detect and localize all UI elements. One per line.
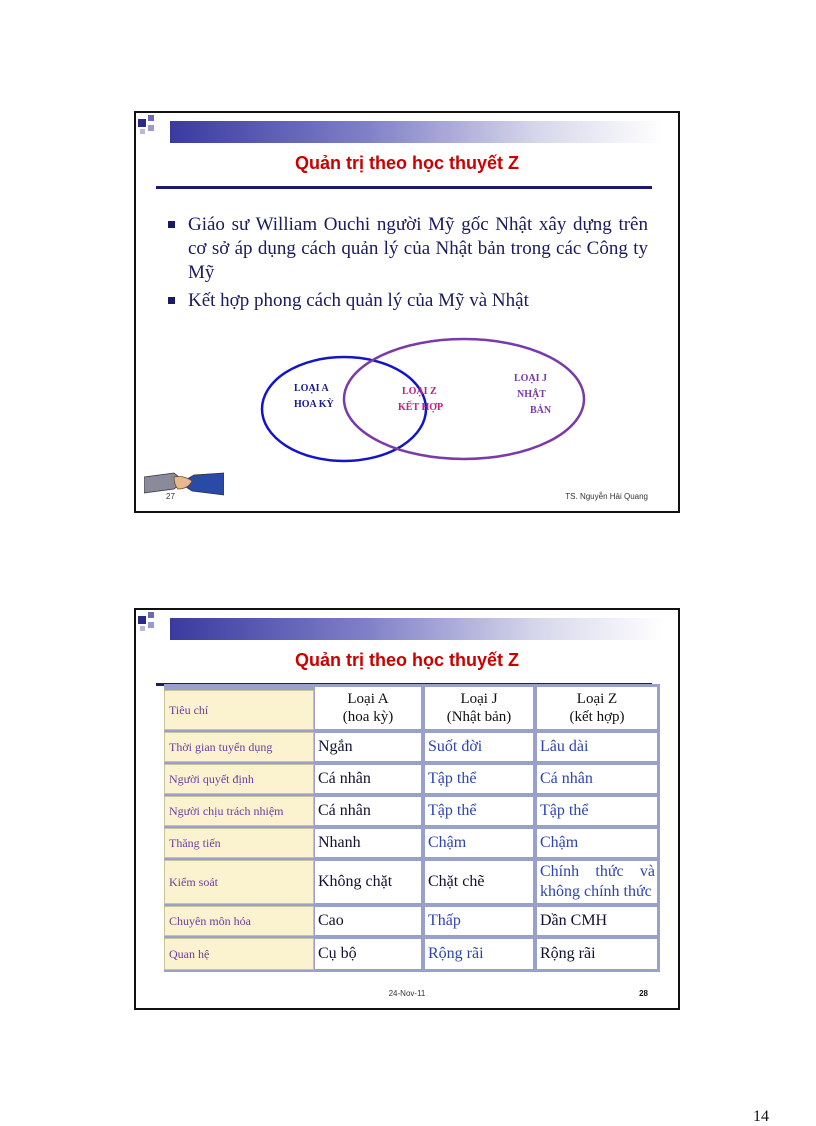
bullet-text: Kết hợp phong cách quản lý của Mỹ và Nhật	[188, 290, 529, 311]
corner-decoration	[136, 610, 156, 634]
slide-27	[134, 111, 680, 513]
title-gradient-bar	[170, 618, 664, 640]
slide-date: 24-Nov-11	[388, 989, 426, 998]
cell-type-j: Chặt chẽ	[424, 860, 534, 904]
header-type-z: Loại Z (kết hợp)	[536, 686, 658, 730]
header-criterion: Tiêu chí	[164, 690, 314, 730]
slide-title: Quản trị theo học thuyết Z	[295, 650, 519, 670]
label-a-line1: LOẠI A	[294, 383, 329, 394]
table-row-criterion: Thời gian tuyển dụng	[164, 732, 314, 762]
circle-type-j	[344, 339, 584, 459]
table-row-criterion: Quan hệ	[164, 938, 314, 970]
cell-type-z: Lâu dài	[536, 732, 658, 762]
author-footer: TS. Nguyễn Hải Quang	[565, 492, 648, 501]
slide-number: 27	[166, 492, 175, 501]
cell-type-j: Tập thể	[424, 796, 534, 826]
cell-type-z: Dần CMH	[536, 906, 658, 936]
cell-type-z: Chính thức và không chính thức	[536, 860, 658, 904]
slide-title: Quản trị theo học thuyết Z	[295, 153, 519, 173]
label-z-line1: LOẠI Z	[402, 386, 437, 397]
bullet-text: Giáo sư William Ouchi người Mỹ gốc Nhật xây dựng trên cơ sở áp dụng cách quản lý của Nhật bản trong các Công ty Mỹ	[188, 214, 648, 283]
header-type-j: Loại J (Nhật bản)	[424, 686, 534, 730]
table-row-criterion: Chuyên môn hóa	[164, 906, 314, 936]
cell-type-a: Cá nhân	[314, 796, 422, 826]
slide-28	[134, 608, 680, 1010]
cell-type-a: Ngắn	[314, 732, 422, 762]
label-a-line2: HOA KỲ	[294, 399, 334, 410]
header-type-a: Loại A (hoa kỳ)	[314, 686, 422, 730]
label-j-line2: NHẬT	[517, 389, 546, 400]
table-row-criterion: Người quyết định	[164, 764, 314, 794]
handshake-icon	[144, 463, 224, 503]
cell-type-a: Nhanh	[314, 828, 422, 858]
cell-type-z: Cá nhân	[536, 764, 658, 794]
table-row-criterion: Thăng tiến	[164, 828, 314, 858]
label-z-line2: KẾT HỢP	[398, 402, 444, 413]
slide-number: 28	[639, 989, 648, 998]
table-row-criterion: Người chịu trách nhiệm	[164, 796, 314, 826]
cell-type-j: Chậm	[424, 828, 534, 858]
venn-diagram	[136, 113, 682, 515]
cell-type-z: Rộng rãi	[536, 938, 658, 970]
cell-type-z: Chậm	[536, 828, 658, 858]
cell-type-a: Cụ bộ	[314, 938, 422, 970]
cell-type-a: Cao	[314, 906, 422, 936]
cell-type-j: Thấp	[424, 906, 534, 936]
page-number: 14	[753, 1108, 769, 1125]
label-j-line3: BẢN	[530, 405, 552, 416]
cell-type-a: Cá nhân	[314, 764, 422, 794]
cell-type-j: Tập thể	[424, 764, 534, 794]
cell-type-z: Tập thể	[536, 796, 658, 826]
label-j-line1: LOẠI J	[514, 373, 548, 384]
comparison-table	[164, 684, 660, 972]
cell-type-a: Không chặt	[314, 860, 422, 904]
cell-type-j: Rộng rãi	[424, 938, 534, 970]
cell-type-j: Suốt đời	[424, 732, 534, 762]
table-row-criterion: Kiểm soát	[164, 860, 314, 904]
